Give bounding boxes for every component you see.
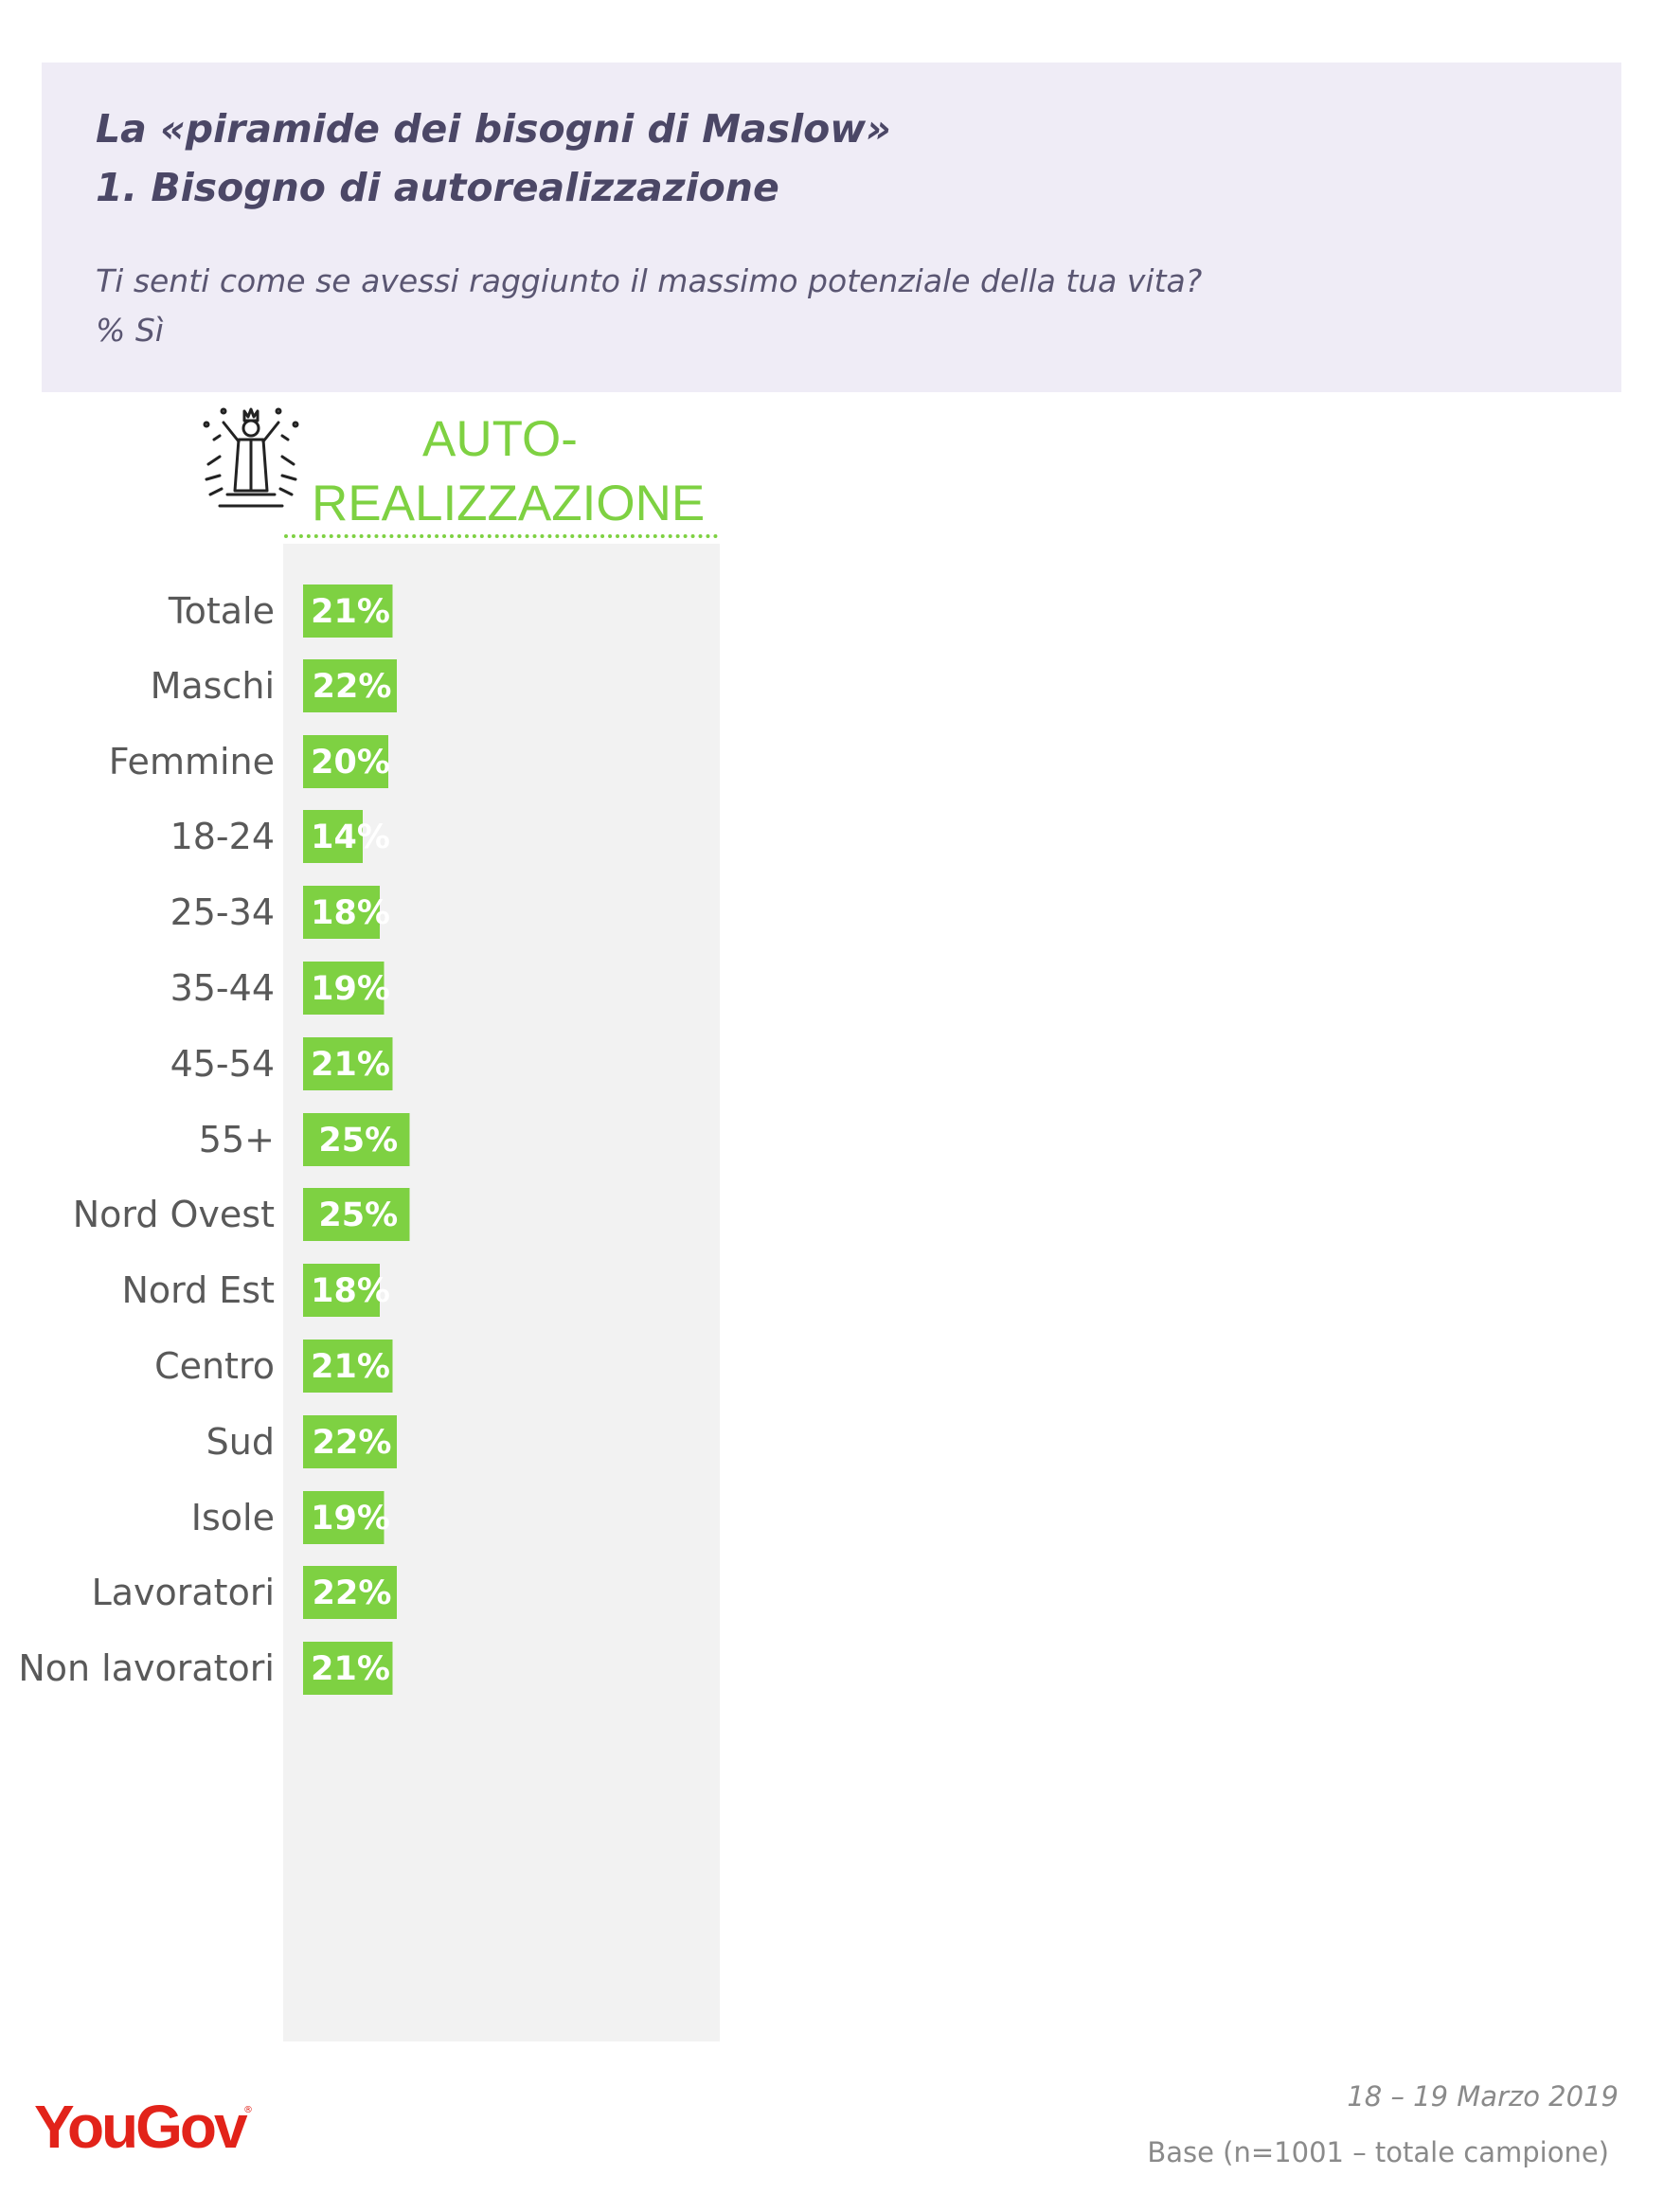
value-label: 18% xyxy=(311,1272,390,1310)
measure-label: % Sì xyxy=(96,312,164,349)
title-line-2: 1. Bisogno di autorealizzazione xyxy=(96,165,779,210)
value-label: 21% xyxy=(311,593,390,631)
yougov-logo: YouGov xyxy=(34,2093,245,2161)
category-label: Non lavoratori xyxy=(18,1647,275,1689)
sample-base: Base (n=1001 – totale campione) xyxy=(1147,2136,1609,2168)
value-label: 18% xyxy=(311,894,390,932)
value-label: 19% xyxy=(311,1500,390,1538)
survey-date: 18 – 19 Marzo 2019 xyxy=(1347,2080,1619,2113)
value-label: 22% xyxy=(312,1574,392,1612)
chart-heading-line-2: REALIZZAZIONE xyxy=(312,476,706,531)
category-label: Sud xyxy=(206,1421,275,1463)
category-label: Lavoratori xyxy=(91,1572,275,1613)
value-label: 14% xyxy=(311,818,390,856)
category-label: Maschi xyxy=(150,665,275,707)
value-label: 25% xyxy=(318,1122,399,1160)
logo-registered-mark: ® xyxy=(243,2105,253,2115)
category-label: Isole xyxy=(190,1497,275,1538)
value-label: 21% xyxy=(311,1650,390,1688)
value-label: 22% xyxy=(312,668,392,706)
value-label: 20% xyxy=(311,744,390,782)
value-label: 21% xyxy=(311,1348,390,1386)
category-label: 55+ xyxy=(198,1119,275,1160)
chart-heading-line-1: AUTO- xyxy=(422,411,578,467)
value-label: 22% xyxy=(312,1424,392,1462)
value-label: 19% xyxy=(311,970,390,1008)
category-label: Femmine xyxy=(108,741,275,782)
category-label: Nord Est xyxy=(121,1269,275,1311)
category-label: Centro xyxy=(154,1345,275,1387)
category-label: 45-54 xyxy=(170,1043,275,1085)
category-label: 18-24 xyxy=(170,816,275,857)
value-label: 25% xyxy=(318,1196,399,1234)
value-label: 21% xyxy=(311,1046,390,1084)
category-label: 35-44 xyxy=(170,967,275,1009)
category-label: 25-34 xyxy=(170,891,275,933)
title-line-1: La «piramide dei bisogni di Maslow» xyxy=(96,106,891,152)
category-label: Totale xyxy=(168,590,275,632)
category-label: Nord Ovest xyxy=(72,1194,275,1235)
survey-question: Ti senti come se avessi raggiunto il massimo potenziale della tua vita? xyxy=(96,262,1203,299)
